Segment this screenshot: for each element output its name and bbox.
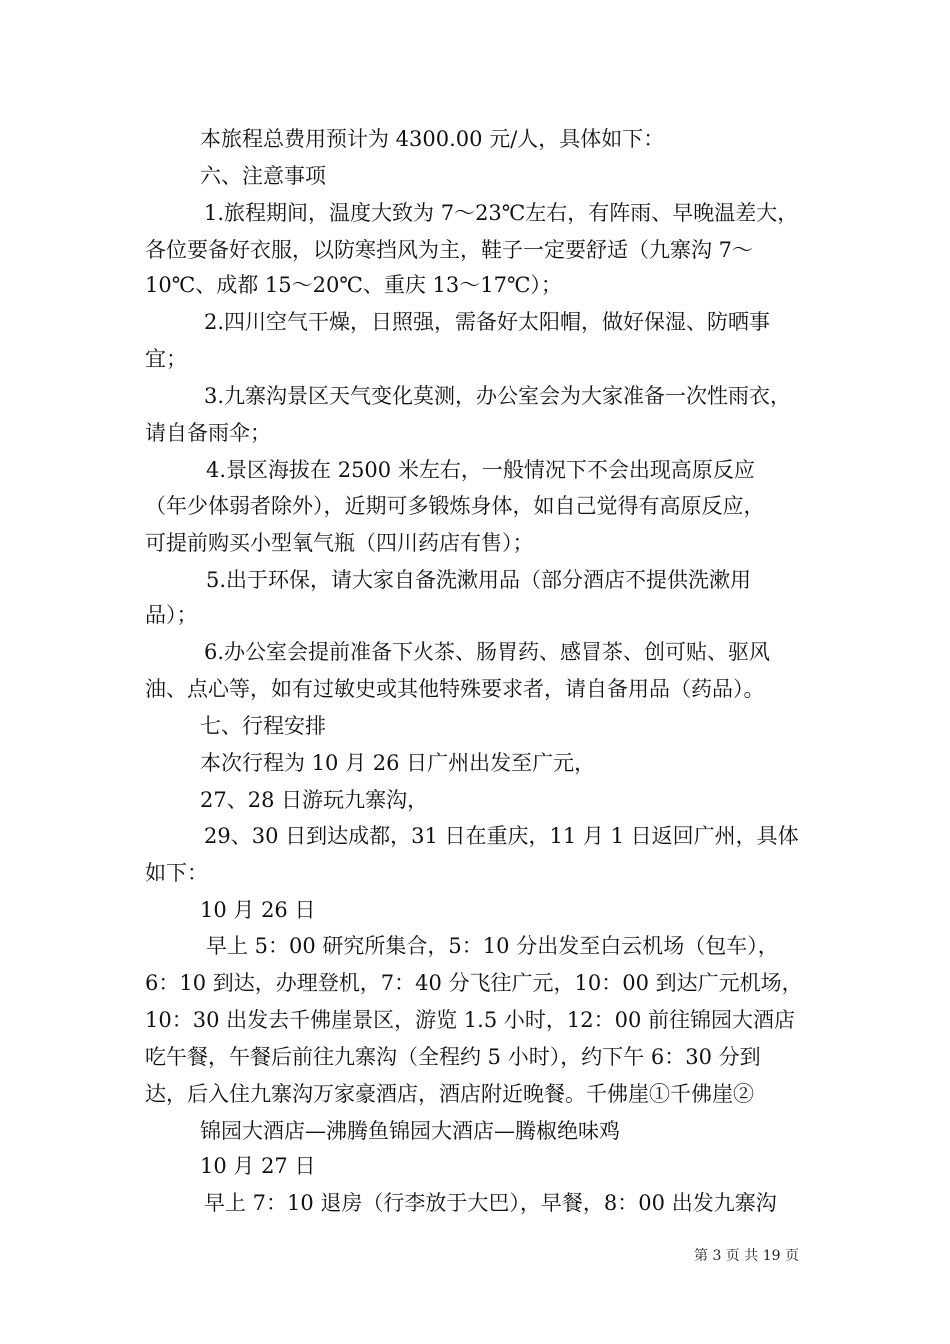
paragraph-line: 请自备雨伞； [145, 421, 271, 445]
page-number-footer: 第 3 页 共 19 页 [694, 1248, 799, 1264]
section-heading-itinerary: 七、行程安排 [200, 714, 326, 738]
paragraph-line: 宜； [145, 347, 187, 371]
paragraph-line: 10：30 出发去千佛崖景区，游览 1.5 小时，12：00 前往锦园大酒店 [145, 1008, 795, 1032]
paragraph-line: 品）； [145, 603, 198, 627]
date-heading: 10 月 26 日 [200, 898, 316, 922]
paragraph-line: 6：10 到达，办理登机，7：40 分飞往广元，10：00 到达广元机场， [145, 971, 803, 995]
paragraph-line: 早上 7：10 退房（行李放于大巴），早餐，8：00 出发九寨沟 [204, 1191, 777, 1215]
paragraph-line: 如下： [145, 861, 208, 885]
paragraph-line: 锦园大酒店—沸腾鱼锦园大酒店—腾椒绝味鸡 [200, 1119, 620, 1143]
paragraph-line: 1.旅程期间，温度大致为 7～23℃左右，有阵雨、早晚温差大， [204, 201, 799, 225]
paragraph-line: 3.九寨沟景区天气变化莫测，办公室会为大家准备一次性雨衣， [204, 384, 792, 408]
paragraph-line: 油、点心等，如有过敏史或其他特殊要求者，请自备用品（药品）。 [145, 677, 765, 701]
paragraph-line: 吃午餐，午餐后前往九寨沟（全程约 5 小时），约下午 6：30 分到 [145, 1045, 761, 1069]
paragraph-line: 27、28 日游玩九寨沟， [200, 788, 429, 812]
paragraph-line: 本次行程为 10 月 26 日广州出发至广元， [200, 751, 596, 775]
paragraph-line-cost: 本旅程总费用预计为 4300.00 元/人，具体如下： [200, 127, 665, 151]
paragraph-line: 4.景区海拔在 2500 米左右，一般情况下不会出现高原反应 [206, 458, 755, 482]
paragraph-line: 可提前购买小型氧气瓶（四川药店有售）； [145, 531, 534, 555]
paragraph-line: 2.四川空气干燥，日照强，需备好太阳帽，做好保湿、防晒事 [204, 310, 771, 334]
paragraph-line: 各位要备好衣服，以防寒挡风为主，鞋子一定要舒适（九寨沟 7～ [145, 238, 754, 262]
paragraph-line: 29、30 日到达成都，31 日在重庆，11 月 1 日返回广州，具体 [204, 824, 799, 848]
paragraph-line: 早上 5：00 研究所集合，5：10 分出发至白云机场（包车）， [206, 934, 779, 958]
date-heading: 10 月 27 日 [200, 1154, 316, 1178]
section-heading-notes: 六、注意事项 [200, 164, 326, 188]
paragraph-line: 5.出于环保，请大家自备洗漱用品（部分酒店不提供洗漱用 [206, 568, 752, 592]
paragraph-line: 10℃、成都 15～20℃、重庆 13～17℃）； [145, 273, 562, 297]
paragraph-line: （年少体弱者除外），近期可多锻炼身体，如自己觉得有高原反应， [145, 494, 765, 518]
paragraph-line: 6.办公室会提前准备下火茶、肠胃药、感冒茶、创可贴、驱风 [204, 640, 771, 664]
paragraph-line: 达，后入住九寨沟万家豪酒店，酒店附近晚餐。千佛崖①千佛崖② [145, 1082, 754, 1106]
